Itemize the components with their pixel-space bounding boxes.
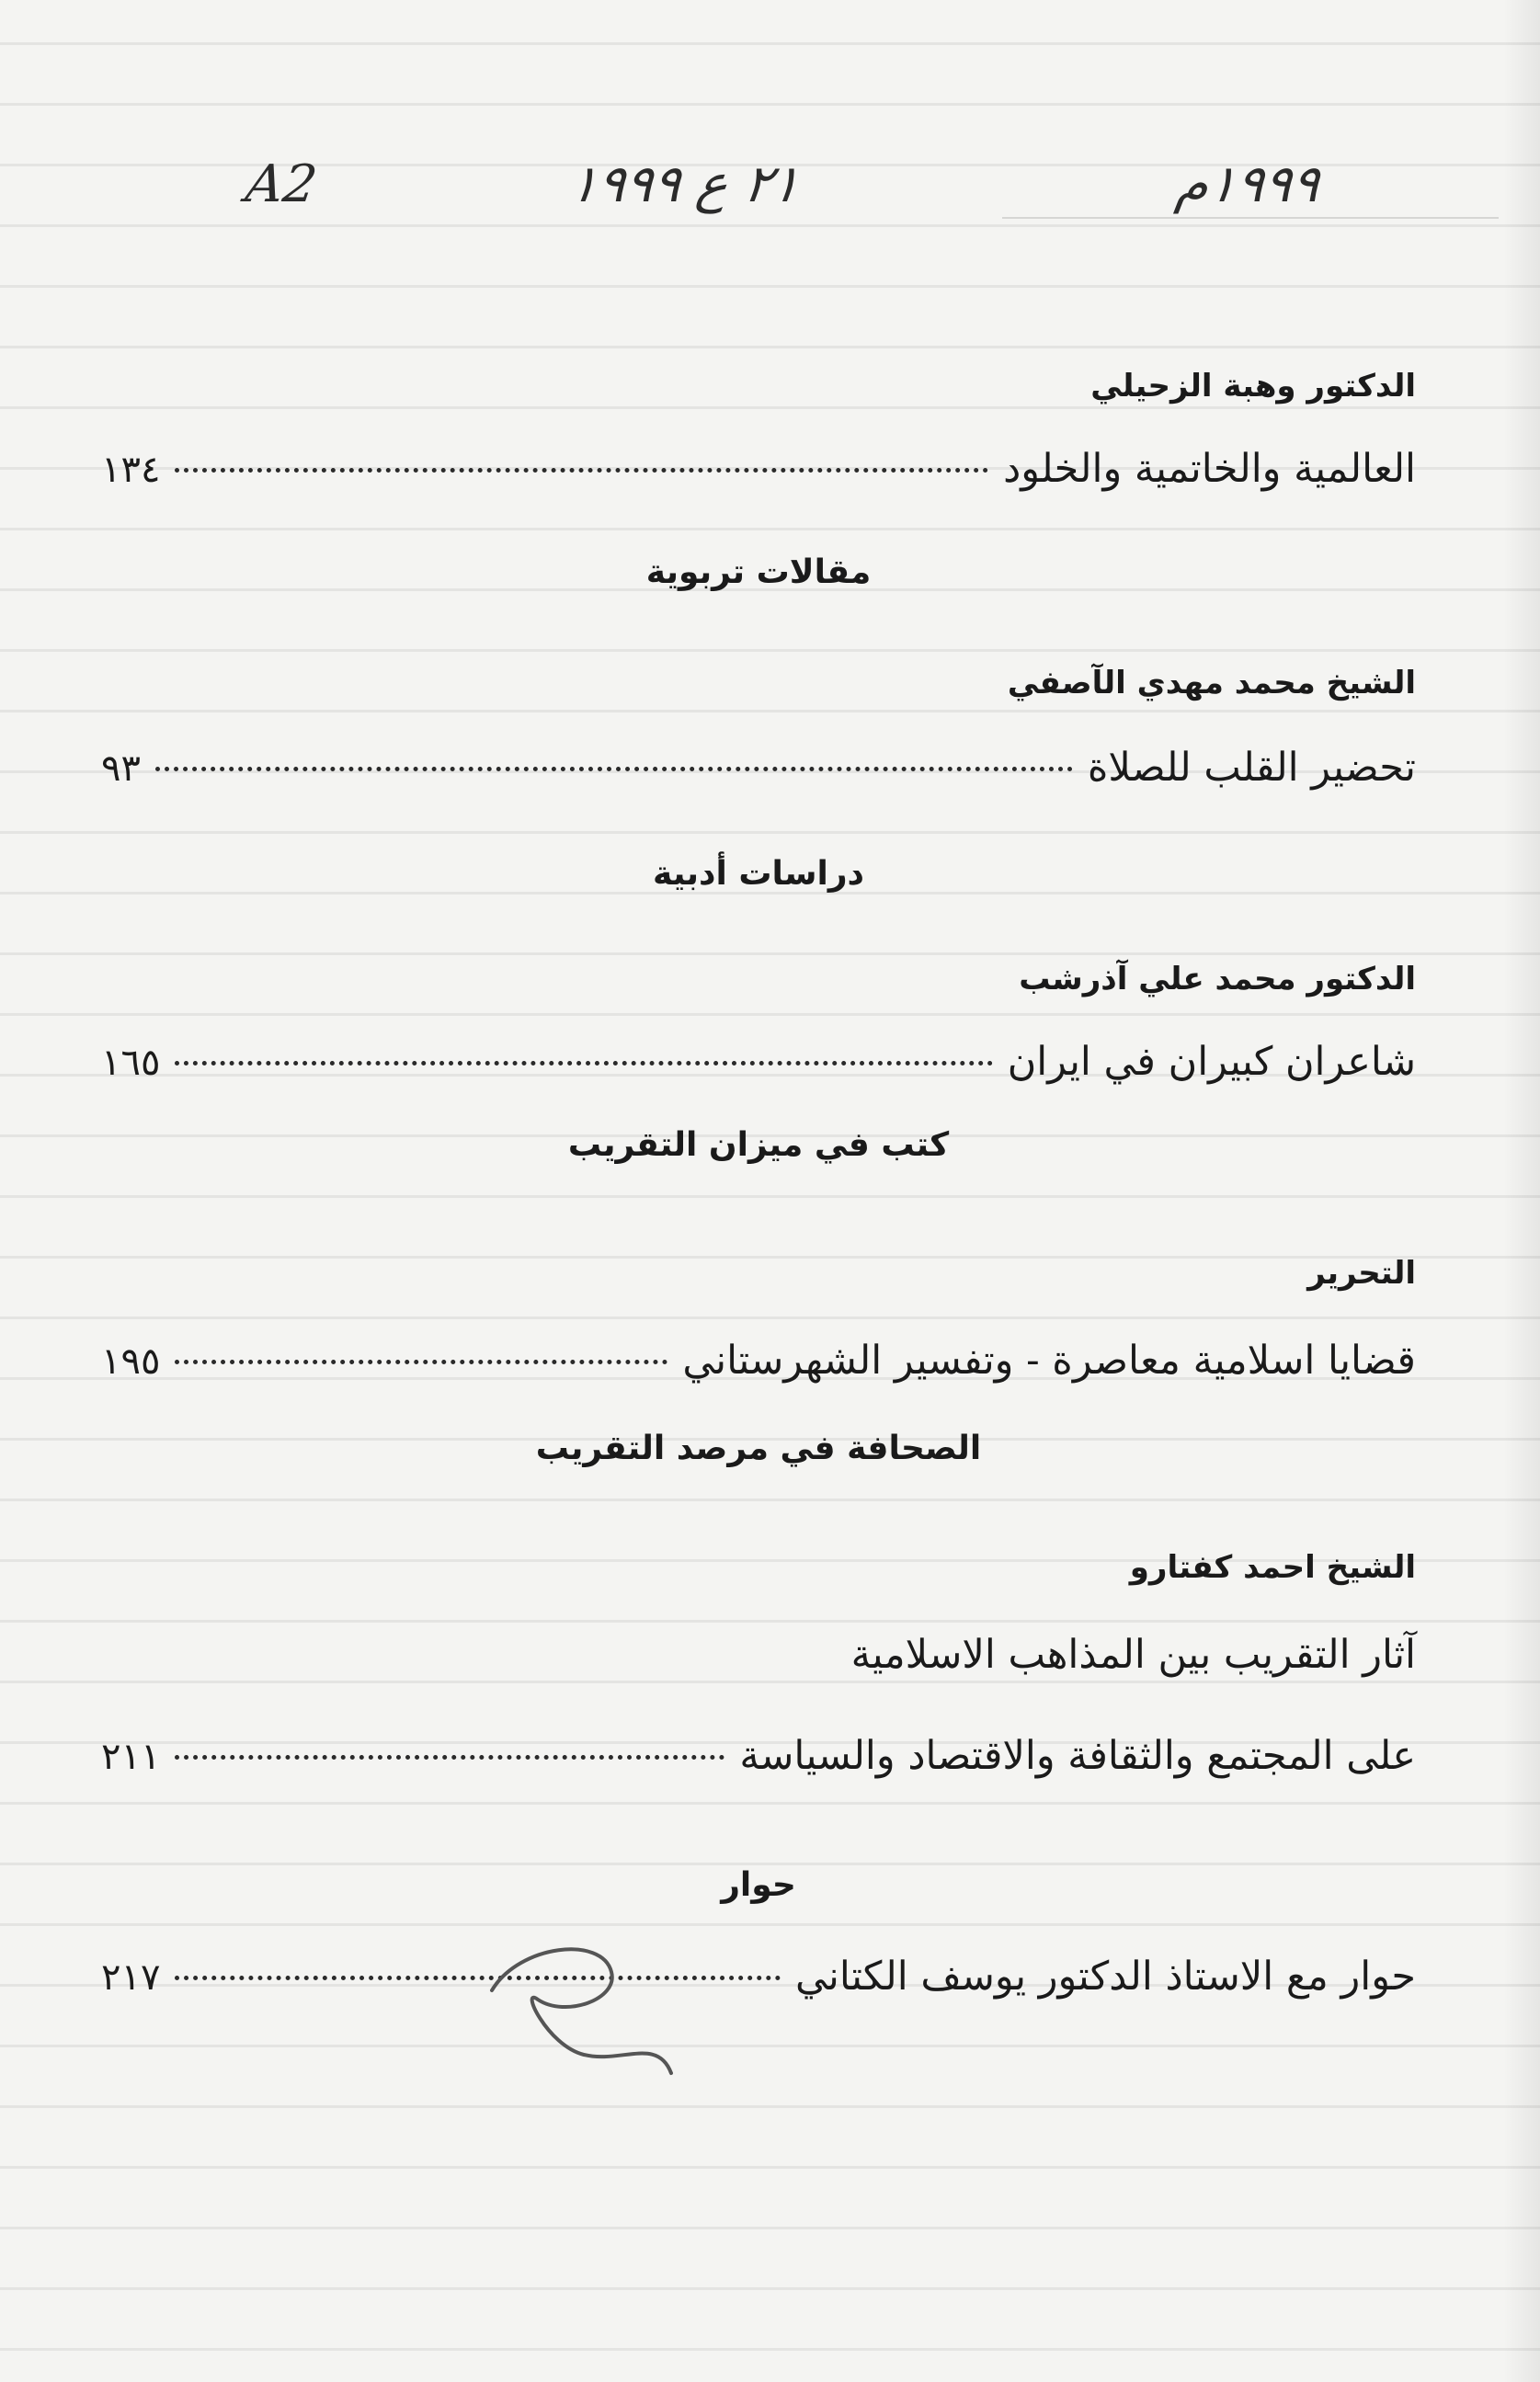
toc-entry[interactable] — [101, 1954, 1416, 2000]
section-heading: مقالات تربوية — [645, 553, 872, 591]
entry-title: العالمية والخاتمية والخلود — [1003, 446, 1416, 492]
section-heading: حوار — [721, 1866, 796, 1904]
author-name: الدكتور وهبة الزحيلي — [1090, 368, 1416, 405]
toc-entry[interactable] — [101, 1733, 1416, 1779]
dot-leader — [175, 468, 988, 473]
section-heading: كتب في ميزان التقريب — [567, 1126, 950, 1164]
pencil-scribble — [464, 1935, 685, 2082]
entry-title: شاعران كبيران في ايران — [1007, 1039, 1416, 1085]
handwritten-note-left: A2 — [242, 154, 321, 214]
author-name: الدكتور محمد علي آذرشب — [1019, 961, 1416, 997]
toc-entry[interactable] — [101, 1338, 1416, 1384]
table-of-contents — [101, 349, 1416, 2023]
dot-leader — [175, 1755, 724, 1760]
dot-leader — [175, 1061, 992, 1066]
entry-title: على المجتمع والثقافة والاقتصاد والسياسة — [739, 1733, 1416, 1779]
page-number: ٢١٧ — [101, 1956, 161, 1999]
entry-title: آثار التقريب بين المذاهب الاسلامية — [850, 1632, 1416, 1678]
entry-title: قضايا اسلامية معاصرة - وتفسير الشهرستاني — [682, 1338, 1416, 1384]
toc-entry[interactable] — [101, 446, 1416, 492]
handwritten-note-middle: ٢١ ع ١٩٩٩ — [565, 154, 804, 214]
toc-entry[interactable] — [101, 745, 1416, 791]
dot-leader — [175, 1360, 667, 1364]
author-name: الشيخ محمد مهدي الآصفي — [1007, 665, 1416, 701]
page-number: ١٣٤ — [101, 449, 161, 491]
toc-entry[interactable] — [101, 1632, 1416, 1678]
toc-entry[interactable] — [101, 1039, 1416, 1085]
page-number: ٩٣ — [101, 747, 141, 790]
section-heading: الصحافة في مرصد التقريب — [535, 1430, 982, 1467]
faint-header-rule — [1002, 217, 1499, 219]
section-heading: دراسات أدبية — [652, 855, 865, 893]
page-number: ١٦٥ — [101, 1042, 161, 1084]
page-edge-shadow — [1503, 0, 1540, 2382]
author-name: الشيخ احمد كفتارو — [1129, 1549, 1416, 1586]
author-name: التحرير — [1307, 1255, 1416, 1292]
dot-leader — [155, 767, 1073, 771]
page-number: ١٩٥ — [101, 1340, 161, 1383]
handwritten-note-right: ١٩٩٩م — [1172, 154, 1324, 214]
entry-title: حوار مع الاستاذ الدكتور يوسف الكتاني — [795, 1954, 1416, 2000]
page-number: ٢١١ — [101, 1736, 161, 1778]
entry-title: تحضير القلب للصلاة — [1087, 745, 1416, 791]
